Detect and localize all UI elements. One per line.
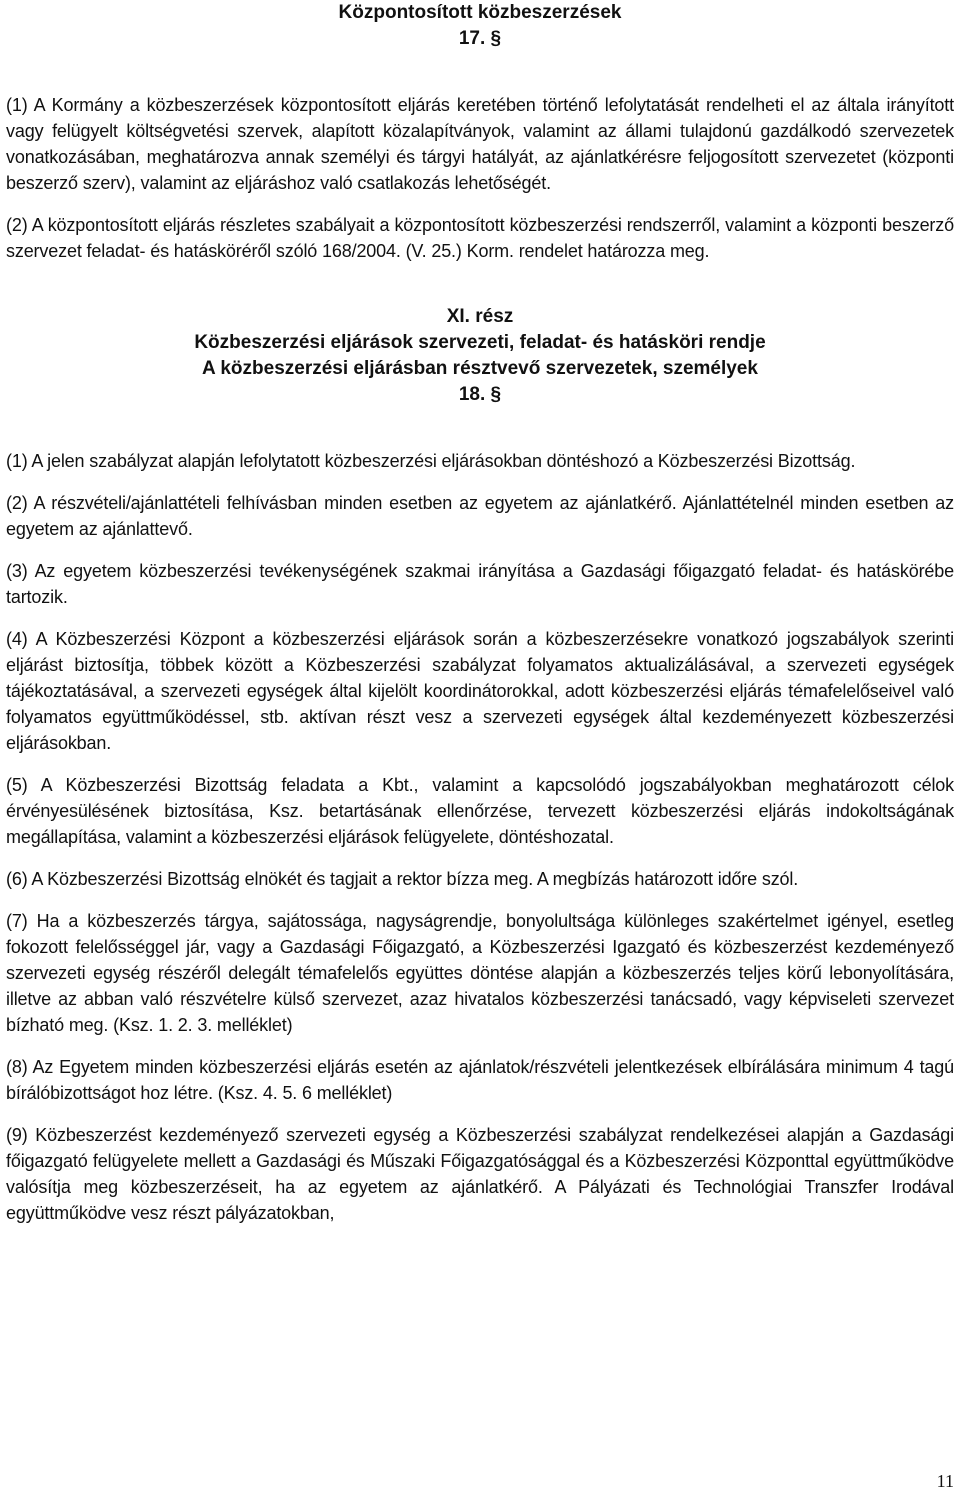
part-title: Közbeszerzési eljárások szervezeti, feladat- és hatásköri rendje	[194, 332, 766, 353]
paragraph-17-2: (2) A központosított eljárás részletes szabályait a központosított közbeszerzési rendszerről, valamint a központi beszerző szervezet feladat- és hatásköréről szóló 168/2004. (V. 25.) Korm. rendelet határozza meg.	[6, 215, 954, 261]
part-label: XI. rész	[446, 306, 514, 327]
paragraph-18-3: (3) Az egyetem közbeszerzési tevékenységének szakmai irányítása a Gazdasági főigazgató feladat- és hatáskörébe tartozik.	[6, 561, 954, 607]
page-number: 11	[936, 1471, 954, 1491]
paragraph-18-6: (6) A Közbeszerzési Bizottság elnökét és tagjait a rektor bízza meg. A megbízás határozott időre szól.	[6, 869, 799, 889]
paragraph-18-9: (9) Közbeszerzést kezdeményező szervezeti egység a Közbeszerzési szabályzat rendelkezései alapján a Gazdasági főigazgató felügyelete mellett a Gazdasági és Műszaki Főigazgatósággal és a Közbeszerzési Központtal együttműködve valósítja meg közbeszerzéseit, ha az egyetem az ajánlatkérő. A Pályázati és Technológiai Transzfer Irodával együttműködve vesz részt pályázatokban,	[6, 1125, 954, 1223]
paragraph-18-8: (8) Az Egyetem minden közbeszerzési eljárás esetén az ajánlatok/részvételi jelentkezések elbírálására minimum 4 tagú bírálóbizottságot hoz létre. (Ksz. 4. 5. 6 melléklet)	[6, 1057, 954, 1103]
paragraph-18-1: (1) A jelen szabályzat alapján lefolytatott közbeszerzési eljárásokban döntéshozó a Közbeszerzési Bizottság.	[6, 451, 856, 471]
section-number-18: 18. §	[458, 384, 502, 405]
section-title: Központosított közbeszerzések	[338, 2, 622, 23]
part-subtitle: A közbeszerzési eljárásban résztvevő szervezetek, személyek	[202, 358, 758, 379]
paragraph-17-1: (1) A Kormány a közbeszerzések központosított eljárás keretében történő lefolytatását rendelheti el az általa irányított vagy felügyelt költségvetési szervek, alapított közalapítványok, valamint az állami tulajdonú gazdálkodó szervezetek vonatkozásában, meghatározva annak személyi és tárgyi hatályát, az ajánlatkérésre feljogosított szervezetet (központi beszerző szerv), valamint az eljáráshoz való csatlakozás lehetőségét.	[6, 95, 954, 193]
section-number-17: 17. §	[458, 28, 502, 49]
paragraph-18-2: (2) A részvételi/ajánlattételi felhívásban minden esetben az egyetem az ajánlatkérő. Ajánlattételnél minden esetben az egyetem az ajánlattevő.	[6, 493, 954, 539]
paragraph-18-5: (5) A Közbeszerzési Bizottság feladata a Kbt., valamint a kapcsolódó jogszabályokban meghatározott célok érvényesülésének biztosítása, Ksz. betartásának ellenőrzése, tervezett közbeszerzési eljárás indokoltságának megállapítása, valamint a közbeszerzési eljárások felügyelete, döntéshozatal.	[6, 775, 954, 847]
paragraph-18-4: (4) A Közbeszerzési Központ a közbeszerzési eljárások során a közbeszerzésekre vonatkozó jogszabályok szerinti eljárást biztosítja, többek között a Közbeszerzési szabályzat folyamatos aktualizálásával, a szervezeti egységek tájékoztatásával, a szervezeti egységek által kijelölt koordinátorokkal, adott közbeszerzési eljárás témafelelőseivel való folyamatos együttműködéssel, stb. aktívan részt vesz a szervezeti egységek által kezdeményezett közbeszerzési eljárásokban.	[6, 629, 954, 753]
paragraph-18-7: (7) Ha a közbeszerzés tárgya, sajátossága, nagyságrendje, bonyolultsága különleges szakértelmet igényel, esetleg fokozott felelősséggel jár, vagy a Gazdasági Főigazgató, a Közbeszerzési Igazgató és közbeszerzést kezdeményező szervezeti egység részéről delegált témafelelős együttes döntése alapján a közbeszerzés teljes körű lebonyolítására, illetve az abban való részvételre külső szervezet, azaz hivatalos közbeszerzési tanácsadó, vagy képviseleti szervezet bízható meg. (Ksz. 1. 2. 3. melléklet)	[6, 911, 954, 1035]
